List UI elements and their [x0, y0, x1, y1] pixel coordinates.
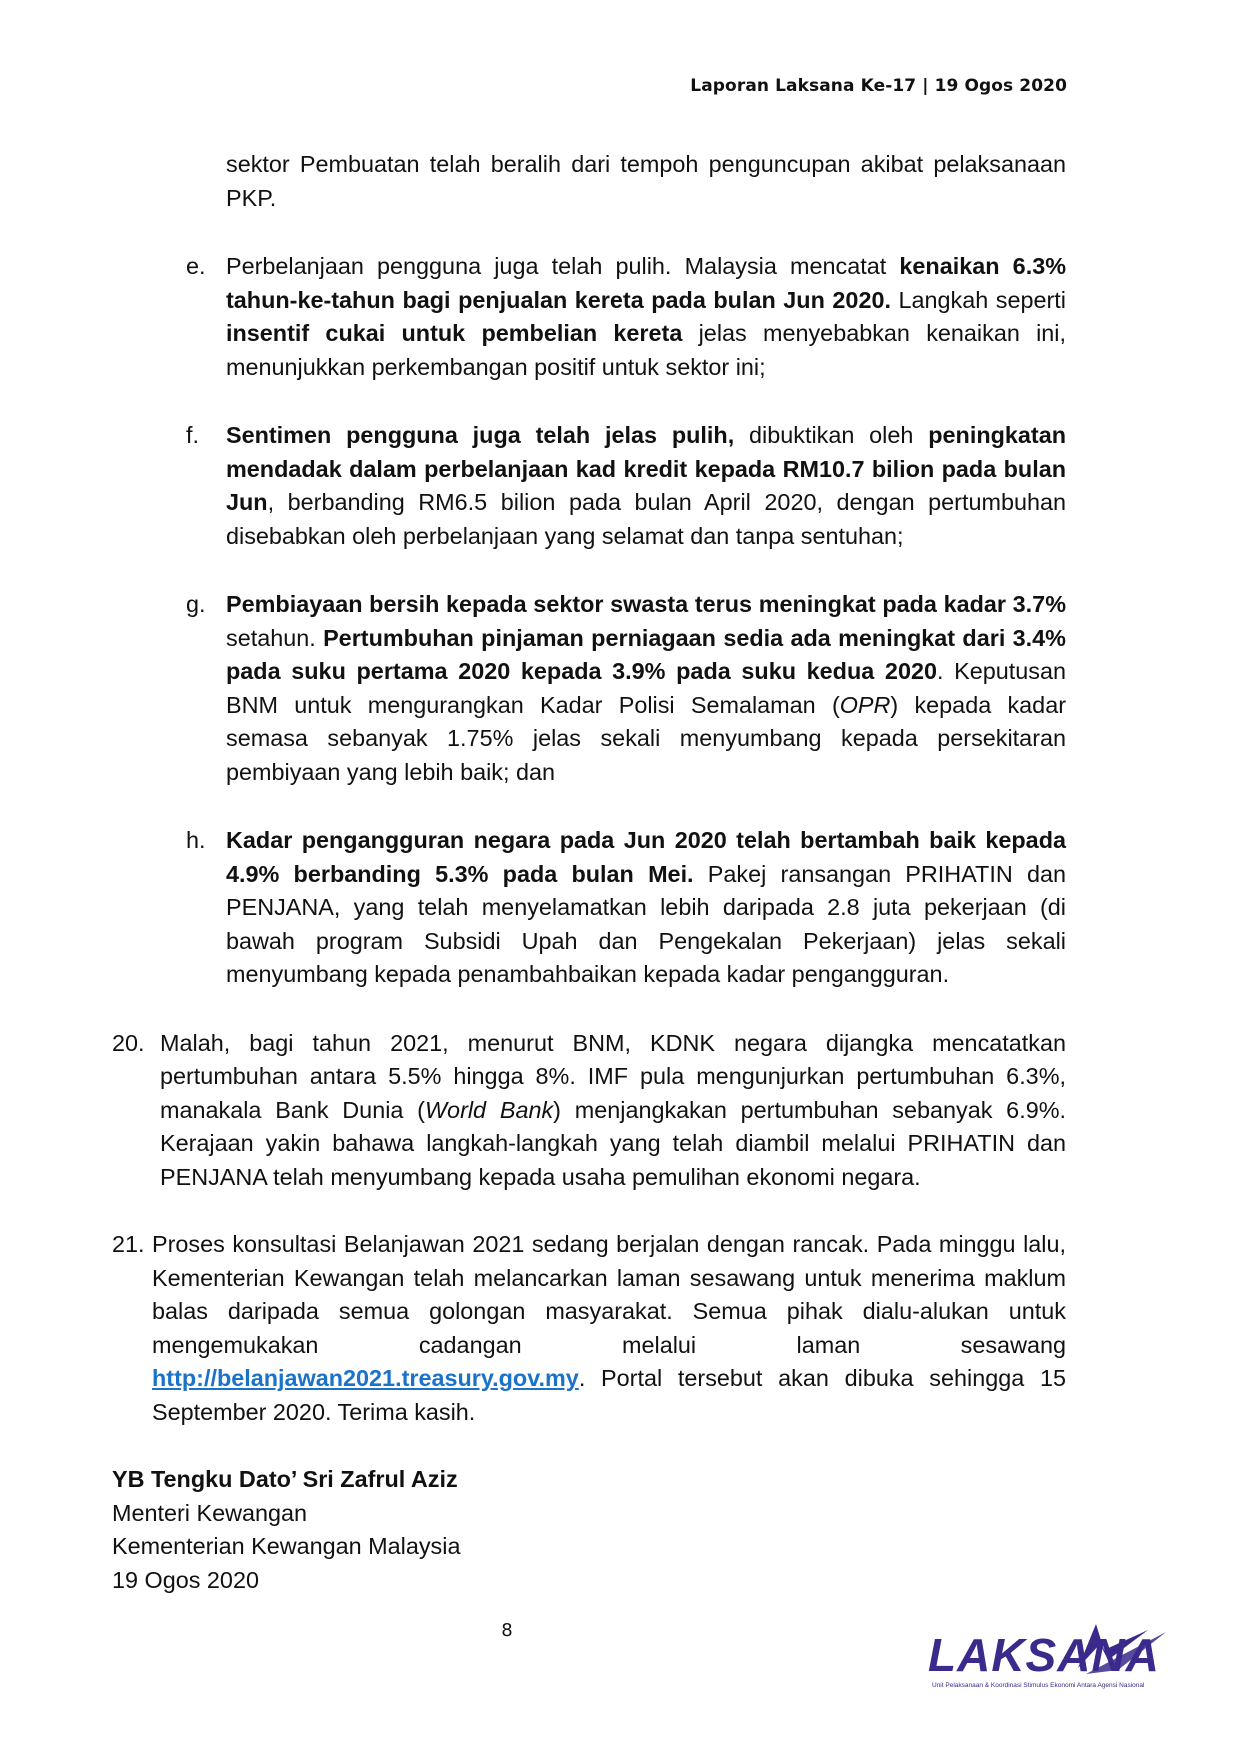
numbered-paragraph-21 [112, 1228, 1066, 1429]
signature-date: 19 Ogos 2020 [112, 1566, 259, 1593]
signatory-title: Menteri Kewangan [112, 1499, 308, 1526]
budget-portal-link[interactable]: http://belanjawan2021.treasury.gov.my [152, 1365, 579, 1391]
list-marker: e. [186, 253, 206, 279]
numbered-paragraph-20 [112, 1027, 1066, 1195]
continued-paragraph: sektor Pembuatan telah beralih dari tempoh penguncupan akibat pelaksanaan PKP. [226, 151, 1066, 211]
list-item-f [112, 419, 1066, 553]
list-item-h [112, 824, 1066, 992]
list-item-e [112, 250, 1066, 384]
list-item-g [112, 588, 1066, 789]
signatory-organisation: Kementerian Kewangan Malaysia [112, 1533, 461, 1559]
running-header: Laporan Laksana Ke-17 | 19 Ogos 2020 [690, 76, 1067, 96]
list-item-text: Kadar pengangguran negara pada Jun 2020 telah bertambah baik kepada 4.9% berbanding 5.3% pada bulan Mei. Pakej ransangan PRIHATIN dan PENJANA, yang telah menyelamatkan lebih daripada 2.8 juta pekerjaan (di bawah program Subsidi Upah dan Pengekalan Pekerjaan) jelas sekali menyumbang kepada penambahbaikan kepada kadar pengangguran. [226, 827, 1066, 987]
paragraph-number: 20. [112, 1029, 145, 1056]
paragraph-text: Malah, bagi tahun 2021, menurut BNM, KDNK negara dijangka mencatatkan pertumbuhan antara 5.5% hingga 8%. IMF pula mengunjurkan pertumbuhan 6.3%, manakala Bank Dunia (World Bank) menjangkakan pertumbuhan sebanyak 6.9%. Kerajaan yakin bahawa langkah-langkah yang telah diambil melalui PRIHATIN dan PENJANA telah menyumbang kepada usaha pemulihan ekonomi negara. [160, 1029, 1067, 1190]
laksana-logo [928, 1610, 1172, 1694]
logo-tagline: Unit Pelaksanaan & Koordinasi Stimulus Ekonomi Antara Agensi Nasional [932, 1682, 1145, 1689]
paragraph-number: 21. [112, 1231, 145, 1257]
signature-block [112, 1463, 1066, 1597]
paragraph-text: Proses konsultasi Belanjawan 2021 sedang berjalan dengan rancak. Pada minggu lalu, Kementerian Kewangan telah melancarkan laman sesawang untuk menerima maklum balas daripada semua golongan masyarakat. Semua pihak dialu-alukan untuk mengemukakan cadangan melalui laman sesawang http://belanjawan2021.treasury.gov.my. Portal tersebut akan dibuka sehingga 15 September 2020. Terima kasih. [152, 1231, 1066, 1425]
list-item-text: Sentimen pengguna juga telah jelas pulih, dibuktikan oleh peningkatan mendadak dalam perbelanjaan kad kredit kepada RM10.7 bilion pada bulan Jun, berbanding RM6.5 bilion pada bulan April 2020, dengan pertumbuhan disebabkan oleh perbelanjaan yang selamat dan tanpa sentuhan; [226, 422, 1066, 549]
page-number: 8 [501, 1620, 513, 1641]
list-item-text: Pembiayaan bersih kepada sektor swasta terus meningkat pada kadar 3.7% setahun. Pertumbuhan pinjaman perniagaan sedia ada meningkat dari 3.4% pada suku pertama 2020 kepada 3.9% pada suku kedua 2020. Keputusan BNM untuk mengurangkan Kadar Polisi Semalaman (OPR) kepada kadar semasa sebanyak 1.75% jelas sekali menyumbang kepada persekitaran pembiyaan yang lebih baik; dan [226, 591, 1066, 785]
list-marker: g. [186, 591, 206, 617]
signatory-name: YB Tengku Dato’ Sri Zafrul Aziz [112, 1466, 458, 1492]
list-item-text: Perbelanjaan pengguna juga telah pulih. Malaysia mencatat kenaikan 6.3% tahun-ke-tahun bagi penjualan kereta pada bulan Jun 2020. Langkah seperti insentif cukai untuk pembelian kereta jelas menyebabkan kenaikan ini, menunjukkan perkembangan positif untuk sektor ini; [226, 253, 1067, 380]
logo-wordmark: LAKSANA [928, 1629, 1160, 1681]
list-marker: f. [186, 422, 199, 448]
document-body [112, 148, 1066, 1597]
list-marker: h. [186, 827, 206, 853]
